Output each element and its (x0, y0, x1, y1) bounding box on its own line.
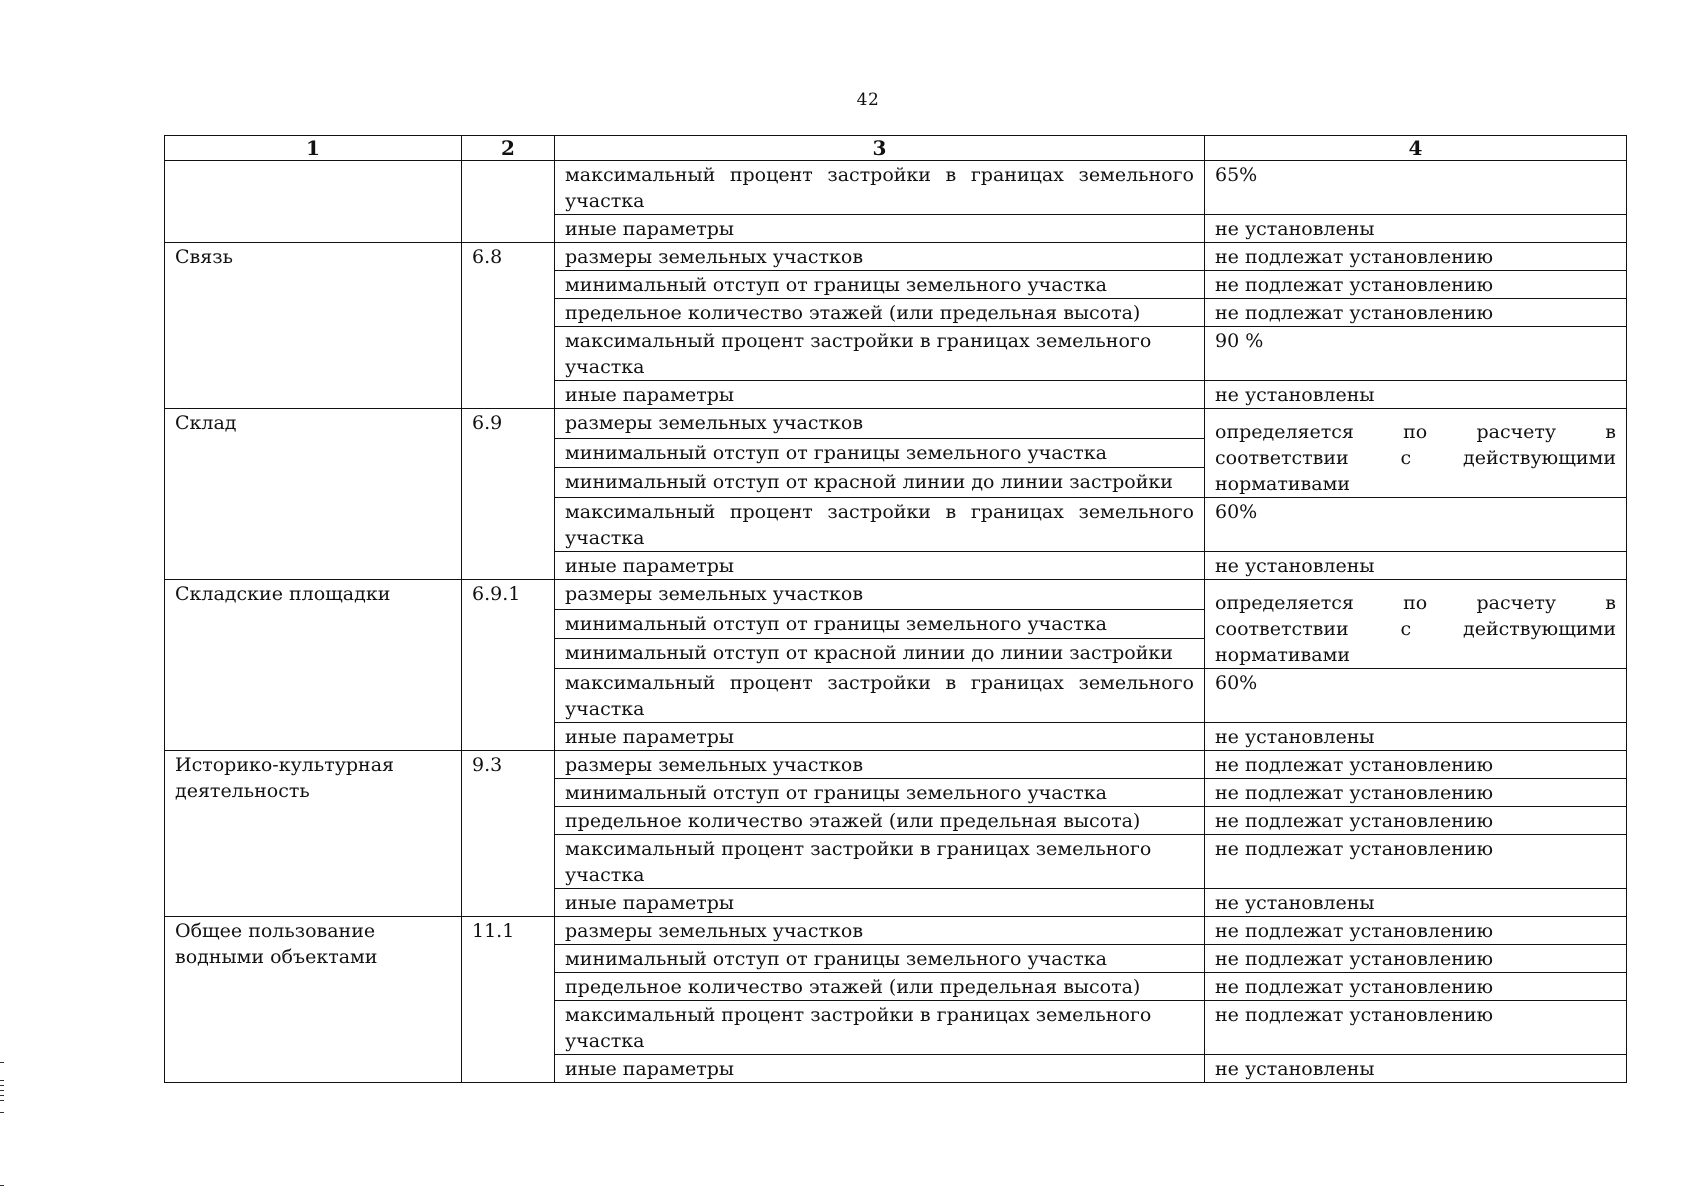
table-row (165, 409, 1627, 439)
value-cell: не подлежат установлению (1205, 835, 1627, 889)
parameter-cell: минимальный отступ от границы земельного участка (555, 271, 1205, 299)
table-row (165, 751, 1627, 779)
parameter-cell: предельное количество этажей (или предельная высота) (555, 299, 1205, 327)
activity-name-cell: Историко-культурная деятельность (165, 751, 462, 917)
table-row (165, 917, 1627, 945)
parameter-cell: минимальный отступ от границы земельного участка (555, 945, 1205, 973)
margin-mark (0, 1085, 4, 1086)
activity-code-cell (462, 161, 555, 243)
margin-mark (0, 1112, 4, 1113)
parameter-cell: иные параметры (555, 1055, 1205, 1083)
value-cell: определяется по расчету в соответствии с действующими нормативами (1205, 580, 1627, 669)
parameter-cell: максимальный процент застройки в границах земельного участка (555, 327, 1205, 381)
value-cell: не подлежат установлению (1205, 779, 1627, 807)
activity-name-cell: Складские площадки (165, 580, 462, 751)
parameter-cell: иные параметры (555, 552, 1205, 580)
value-cell: не подлежат установлению (1205, 807, 1627, 835)
parameter-cell: минимальный отступ от границы земельного участка (555, 438, 1205, 468)
table-body (165, 161, 1627, 1083)
value-cell: не подлежат установлению (1205, 299, 1627, 327)
margin-mark (0, 1185, 4, 1186)
value-cell: не установлены (1205, 1055, 1627, 1083)
activity-name-cell (165, 161, 462, 243)
parameter-cell: размеры земельных участков (555, 409, 1205, 439)
parameter-cell: иные параметры (555, 381, 1205, 409)
value-cell: не подлежат установлению (1205, 1001, 1627, 1055)
value-cell: не подлежат установлению (1205, 271, 1627, 299)
parameter-cell: иные параметры (555, 215, 1205, 243)
value-cell: не установлены (1205, 215, 1627, 243)
value-cell: определяется по расчету в соответствии с действующими нормативами (1205, 409, 1627, 498)
margin-mark (0, 1062, 4, 1063)
value-cell: не подлежат установлению (1205, 973, 1627, 1001)
value-cell: не установлены (1205, 723, 1627, 751)
header-col-3: 3 (555, 136, 1205, 161)
value-cell: 60% (1205, 498, 1627, 552)
value-cell: не установлены (1205, 381, 1627, 409)
parameter-cell: размеры земельных участков (555, 243, 1205, 271)
parameter-cell: размеры земельных участков (555, 917, 1205, 945)
activity-code-cell: 11.1 (462, 917, 555, 1083)
parameter-cell: минимальный отступ от границы земельного участка (555, 779, 1205, 807)
header-col-1: 1 (165, 136, 462, 161)
header-col-2: 2 (462, 136, 555, 161)
activity-name-cell: Общее пользование водными объектами (165, 917, 462, 1083)
value-cell: не установлены (1205, 552, 1627, 580)
parameter-cell: максимальный процент застройки в границах земельного участка (555, 498, 1205, 552)
header-col-4: 4 (1205, 136, 1627, 161)
value-cell: 90 % (1205, 327, 1627, 381)
value-cell: 65% (1205, 161, 1627, 215)
parameter-cell: предельное количество этажей (или предельная высота) (555, 807, 1205, 835)
activity-code-cell: 6.8 (462, 243, 555, 409)
header-row (165, 136, 1627, 161)
activity-code-cell: 9.3 (462, 751, 555, 917)
margin-mark (0, 1090, 4, 1091)
activity-code-cell: 6.9 (462, 409, 555, 580)
margin-mark (0, 1080, 4, 1081)
parameter-cell: максимальный процент застройки в границах земельного участка (555, 835, 1205, 889)
table-row (165, 580, 1627, 610)
parameter-cell: минимальный отступ от красной линии до линии застройки (555, 468, 1205, 498)
activity-code-cell: 6.9.1 (462, 580, 555, 751)
value-cell: не подлежат установлению (1205, 243, 1627, 271)
parameter-cell: максимальный процент застройки в границах земельного участка (555, 161, 1205, 215)
value-cell: не подлежат установлению (1205, 751, 1627, 779)
parameters-table (164, 135, 1627, 1083)
table-row (165, 243, 1627, 271)
activity-name-cell: Связь (165, 243, 462, 409)
parameter-cell: иные параметры (555, 723, 1205, 751)
value-cell: не подлежат установлению (1205, 917, 1627, 945)
margin-mark (0, 1095, 4, 1096)
parameter-cell: минимальный отступ от красной линии до линии застройки (555, 639, 1205, 669)
margin-mark (0, 1100, 4, 1101)
parameter-cell: размеры земельных участков (555, 580, 1205, 610)
page-number: 42 (856, 90, 880, 110)
value-cell: не подлежат установлению (1205, 945, 1627, 973)
parameter-cell: размеры земельных участков (555, 751, 1205, 779)
parameter-cell: предельное количество этажей (или предельная высота) (555, 973, 1205, 1001)
value-cell: не установлены (1205, 889, 1627, 917)
parameter-cell: минимальный отступ от границы земельного участка (555, 609, 1205, 639)
parameter-cell: максимальный процент застройки в границах земельного участка (555, 1001, 1205, 1055)
parameter-cell: максимальный процент застройки в границах земельного участка (555, 669, 1205, 723)
parameter-cell: иные параметры (555, 889, 1205, 917)
value-cell: 60% (1205, 669, 1627, 723)
activity-name-cell: Склад (165, 409, 462, 580)
table-row (165, 161, 1627, 215)
table-header (165, 136, 1627, 161)
